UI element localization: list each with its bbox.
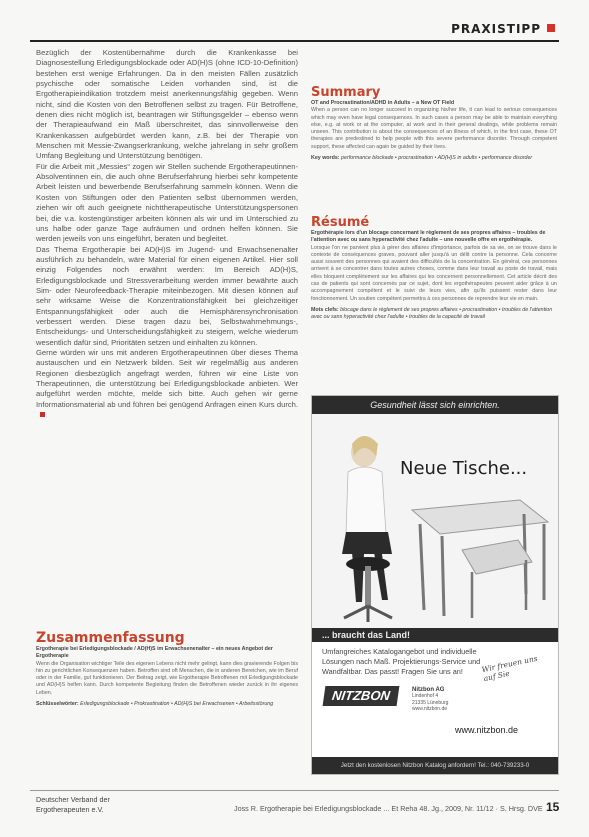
ad-company-line: 21335 Lüneburg [412,699,449,706]
section-label [451,22,555,36]
section-label-text: PRAXISTIPP [451,22,541,36]
body-paragraph-2: Für die Arbeit mit „Messies“ zogen wir Stellen suchende Ergotherapeutinnen-Absolventinnen ein, die auch ohne Berufserfahrung hierbei sehr kompetente Arbeit leisten und bewerbende Berufserfahrung sammeln können. Wenn die Kosten von Stiftungen oder den Patienten selbst übernommen werden, ziehen wir oft auch geeignete nichttherapeutische Unterstützungspersonen bei, die v.a. kostengünstiger arbeiten können als wir und im Unterschied zu uns halbe oder ganze Tage aufräumen und ordnen helfen können. Sie werden jeweils von uns eingeführt, beraten und begleitet. [36,161,298,244]
ad-company-address [412,687,448,713]
footer-organization [36,795,110,814]
end-mark-icon [40,412,45,417]
ad-url-link[interactable]: www.nitzbon.de [455,725,519,735]
ad-photo [312,414,558,628]
resume-subtitle: Ergothérapie lors d'un blocage concernant le règlement de ses propres affaires – troubles de l'attention avec ou sans hyperactivité chez l'adulte – une nouvelle offre en ergothérapie. [311,230,546,244]
resume-keywords-label: Mots clefs: [311,306,339,313]
page-number: 15 [546,800,560,814]
zusammenfassung-subtitle: Ergotherapie bei Erledigungsblockade / AD(H)S im Erwachsenenalter – ein neues Angebot der Ergotherapie [36,646,273,660]
body-paragraph-3: Das Thema Ergotherapie bei AD(H)S im Jugend- und Erwachsenenalter ausführlich zu behandeln, wäre Material für einen eigenen Artikel. Hier soll einzig Folgendes noch erwähnt werden: Im Bereich AD(H)S, Erledigungsblockade und Stressverarbeitung werden immer bewährte auch Sim- oder Neurofeedback-Therapie miteinbezogen. Mit diesen können auf sehr wirksame Weise die Konzentrationsfähigkeit bei gleichzeitiger Entspannungsfähigkeit oder auch die Hemisphärensynchronisation verbessert werden. Diese tragen dazu bei, Selbstwahrnehmungs-, Entscheidungs- und Unterscheidungsfähigkeit zu steigern, welche wiederum wesentlich dafür sind, Prioritäten setzen und einhalten zu können. [36,244,298,347]
ad-bottom-banner: Jetzt den kostenlosen Nitzbon Katalog anfordern! Tel.: 040-739233-0 [312,757,558,774]
main-text-column [36,48,298,420]
zusammenfassung-keywords-list: Erledigungsblockade • Prokrastination • AD(H)S bei Erwachsenen • Arbeitsstörung [80,701,274,708]
ad-company-line: Lindenhof 4 [412,693,439,700]
summary-keywords-label: Key words: [311,155,340,162]
resume-heading: Résumé [311,215,370,230]
summary-subtitle: OT and Procrastination/ADHD in Adults – a New OT Field [311,100,455,106]
zusammenfassung-keywords-label: Schlüsselwörter: [36,701,79,708]
zusammenfassung-block [36,630,298,708]
footer-citation: Joss R. Ergotherapie bei Erledigungsblockade ... Et Reha 48. Jg., 2009, Nr. 11/12 · S. Hrsg. DVE [234,804,543,813]
ad-company-name: Nitzbon AG [412,687,445,693]
resume-block [311,215,557,322]
ad-body-text: Umfangreiches Katalogangebot und individuelle Lösungen nach Maß. Projektierungs-Service und Wandfaltbar. Das passt! Fragen Sie uns an! [322,647,481,676]
body-paragraph-4 [36,348,298,420]
summary-keywords-list: performance blockade • procrastination • AD(H)S in adults • performance disorder [341,155,533,162]
ad-top-banner: Gesundheit lässt sich einrichten. [312,396,558,414]
zusammenfassung-text: Wenn die Organisation wichtiger Teile des eigenen Lebens nicht mehr gelingt, kann dies gravierende Folgen bis hin zu gerichtlichen Konsequenzen haben. Betroffen sind oft Menschen, die in anderen Bereichen, wie im Beruf oder in der Familie, gut funktionieren. Der Beitrag zeigt, wie Ergotherapie Betroffenen mit Erledigungsblockade und AD(H)S helfen kann. Durch kompetente Begleitung finden die Betroffenen wieder zurück in ihr eigenes Leben. [36,660,298,696]
summary-heading: Summary [311,85,381,100]
summary-text: When a person can no longer succeed in organizing his/her life, it can lead to serious consequences which may even have legal consequences. In such cases a person may be able to maintain everything else, e.g. at work or at the computer, at work and in their general dealings, while problems remain unseen. This contribution is about the consequences of an illness of which, in the first case, these OT therapies are predestined to help people with this severe performance disorder. Through competent support, these affected can again be guided by their lives. [311,107,557,150]
summary-block [311,85,557,162]
footer-org-line-2: Ergotherapeuten e.V. [36,804,104,814]
body-paragraph-1: Bezüglich der Kostenübernahme durch die Krankenkasse bei Diagnosestellung Erledigungsblockade oder AD(H)S (ohne ICD-10-Definition) bestehen erst wenige Erfahrungen. Da in den meisten Fällen zusätzlich psychische oder somatische Leiden vorhanden sind, ist die Ergotherapieindikation trotzdem meist anerkennungsfähig gegeben. Wenn nicht, sind die Kosten von den Betroffenen selbst zu tragen. Für Betroffene, denen dies nicht möglich ist, beantragen wir Stiftungsgelder – ebenso wenn der Therapieaufwand ein Maß überschreitet, das sinnvollerweise den Krankenkassen aufgebürdet werden kann, z.B. bei der Therapie von Menschen mit Messie-Zwangserkrankung, welche jahrelang in sehr großem Umfang Begleitung und Unterstützung benötigen. [36,48,298,161]
summary-keywords [311,155,557,162]
nitzbon-advertisement[interactable] [311,395,559,775]
footer-rule [30,790,559,791]
ad-handwritten-note: Wir freuen uns auf Sie [480,653,539,684]
ad-headline: Neue Tische... [400,458,528,479]
resume-keywords [311,307,557,322]
resume-text: Lorsque l'on ne parvient plus à gérer des affaires d'importance, parfois de sa vie, on se trouve dans le contexte de conséquences graves, pouvant aller jusqu'à un délit contre la personne. Cela concerne aussi souvent des personnes qui avaient des difficultés de la concentration. En général, ces personnes arrivent à se concentrer dans toutes autres choses, comme dans leur travail au poste de travail, mais elles bloquent complètement sur les affaires qui les concernent personnellement. Cet article décrit des cas de patients qui sont concernés par ce sujet, dont les ergothérapeutes peuvent aider grâce à un accompagnement compétent et le suivi de leurs vies, afin qu'ils puissent rester dans leur fonctionnement. Un soutien compétent permettra à ces personnes de reprendre leur vie en main. [311,244,557,302]
nitzbon-logo: NITZBON [323,686,400,706]
section-square-icon [547,24,555,32]
ad-land-banner: ... braucht das Land! [312,628,558,642]
ad-company-line: www.nitzbon.de [412,706,448,713]
header-rule [30,40,559,42]
footer-org-line-1: Deutscher Verband der [36,795,110,804]
zusammenfassung-heading: Zusammenfassung [36,630,185,646]
resume-keywords-list: blocage dans le règlement de ses propres affaires • procrastination • troubles de l'attention avec ou sans hyperactivité chez l'adulte • troubles de la capacité de travail [311,306,553,321]
body-paragraph-4-text: Gerne würden wir uns mit anderen Ergotherapeutinnen über dieses Thema austauschen und ein Netzwerk bilden. Seit wir regelmäßig aus anderen Regionen diesbezüglich angefragt werden, führen wir eine Liste von Therapeutinnen, die unterstützung bei Erledigungsblockade anbieten. Wer aufgeführt werden möchte, melde sich bitte. Auch gehen wir gerne Informationsmaterial ab und führen bei genügend Anfragen einen Kurs durch. [36,347,298,409]
zusammenfassung-keywords [36,701,298,708]
